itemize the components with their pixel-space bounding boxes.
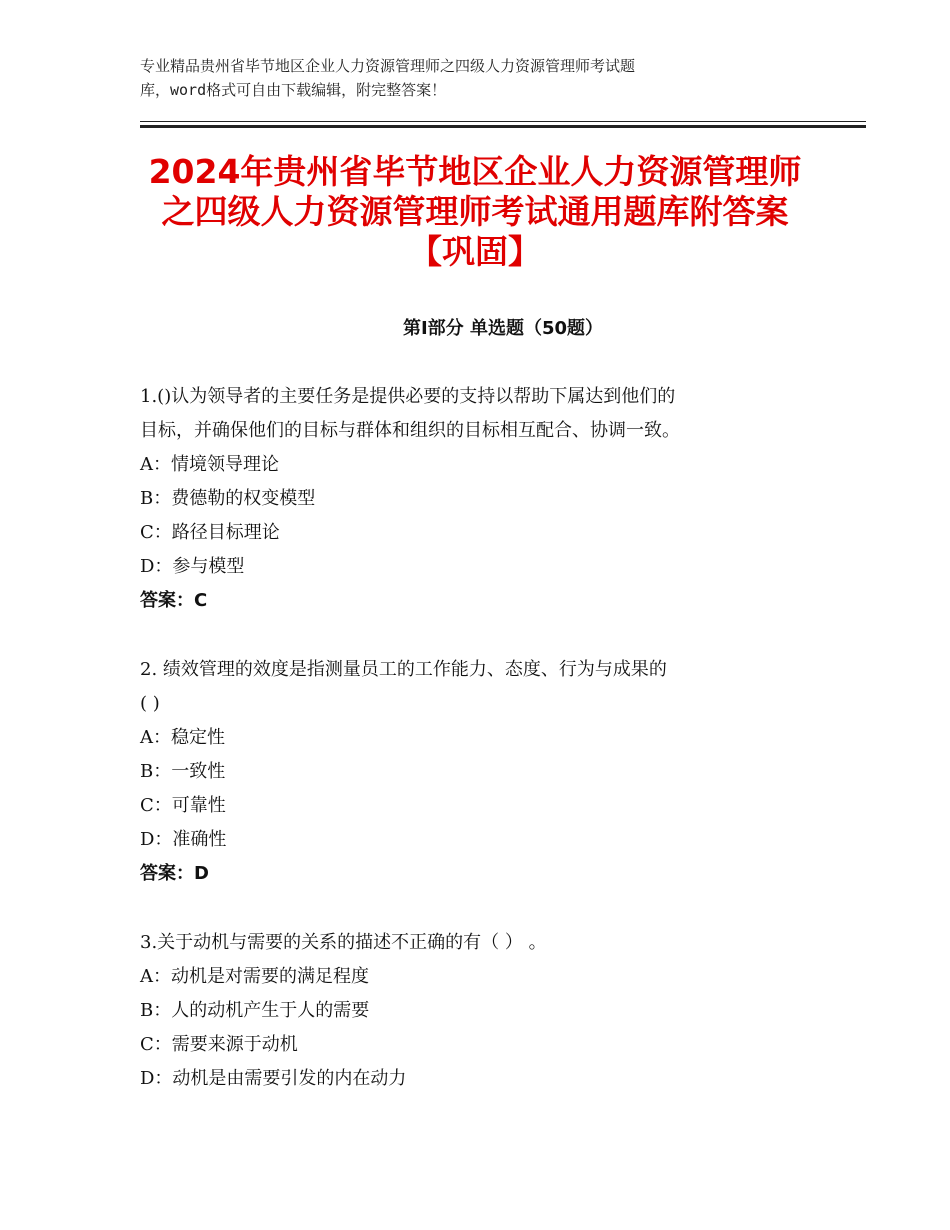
- option-a: A：动机是对需要的满足程度: [140, 966, 369, 987]
- option-b: B：一致性: [140, 761, 226, 782]
- option-a: A：情境领导理论: [140, 454, 279, 475]
- answer: 答案：D: [140, 863, 209, 884]
- header-divider-thick: [140, 125, 866, 128]
- title-line-1: 2024年贵州省毕节地区企业人力资源管理师: [148, 152, 802, 191]
- section-heading: 第Ⅰ部分 单选题（50题）: [402, 318, 603, 339]
- option-d: D：参与模型: [140, 556, 245, 577]
- header-note-line-1: 专业精品贵州省毕节地区企业人力资源管理师之四级人力资源管理师考试题: [140, 57, 636, 75]
- title-line-3: 【巩固】: [409, 232, 541, 271]
- option-d: D：动机是由需要引发的内在动力: [140, 1068, 407, 1089]
- answer: 答案：C: [140, 590, 208, 611]
- question-stem-line: ( ): [140, 693, 160, 714]
- question-2: [140, 653, 840, 891]
- option-d: D：准确性: [140, 829, 227, 850]
- question-stem-line: 目标，并确保他们的目标与群体和组织的目标相互配合、协调一致。: [140, 420, 680, 441]
- question-1: [140, 380, 840, 618]
- question-stem-line: 3.关于动机与需要的关系的描述不正确的有（ ） 。: [140, 932, 547, 953]
- question-stem-line: 1.()认为领导者的主要任务是提供必要的支持以帮助下属达到他们的: [140, 386, 676, 407]
- option-a: A：稳定性: [140, 727, 225, 748]
- option-b: B：费德勒的权变模型: [140, 488, 316, 509]
- option-b: B：人的动机产生于人的需要: [140, 1000, 370, 1021]
- option-c: C：需要来源于动机: [140, 1034, 298, 1055]
- header-note-line-2: 库，word格式可自由下载编辑，附完整答案！: [140, 81, 447, 99]
- header-note: [140, 54, 780, 102]
- title-line-2: 之四级人力资源管理师考试通用题库附答案: [161, 192, 789, 231]
- document-title: [110, 152, 840, 272]
- header-divider-thin: [140, 121, 866, 122]
- option-c: C：路径目标理论: [140, 522, 280, 543]
- option-c: C：可靠性: [140, 795, 226, 816]
- question-stem-line: 2. 绩效管理的效度是指测量员工的工作能力、态度、行为与成果的: [140, 659, 667, 680]
- question-3: [140, 926, 840, 1096]
